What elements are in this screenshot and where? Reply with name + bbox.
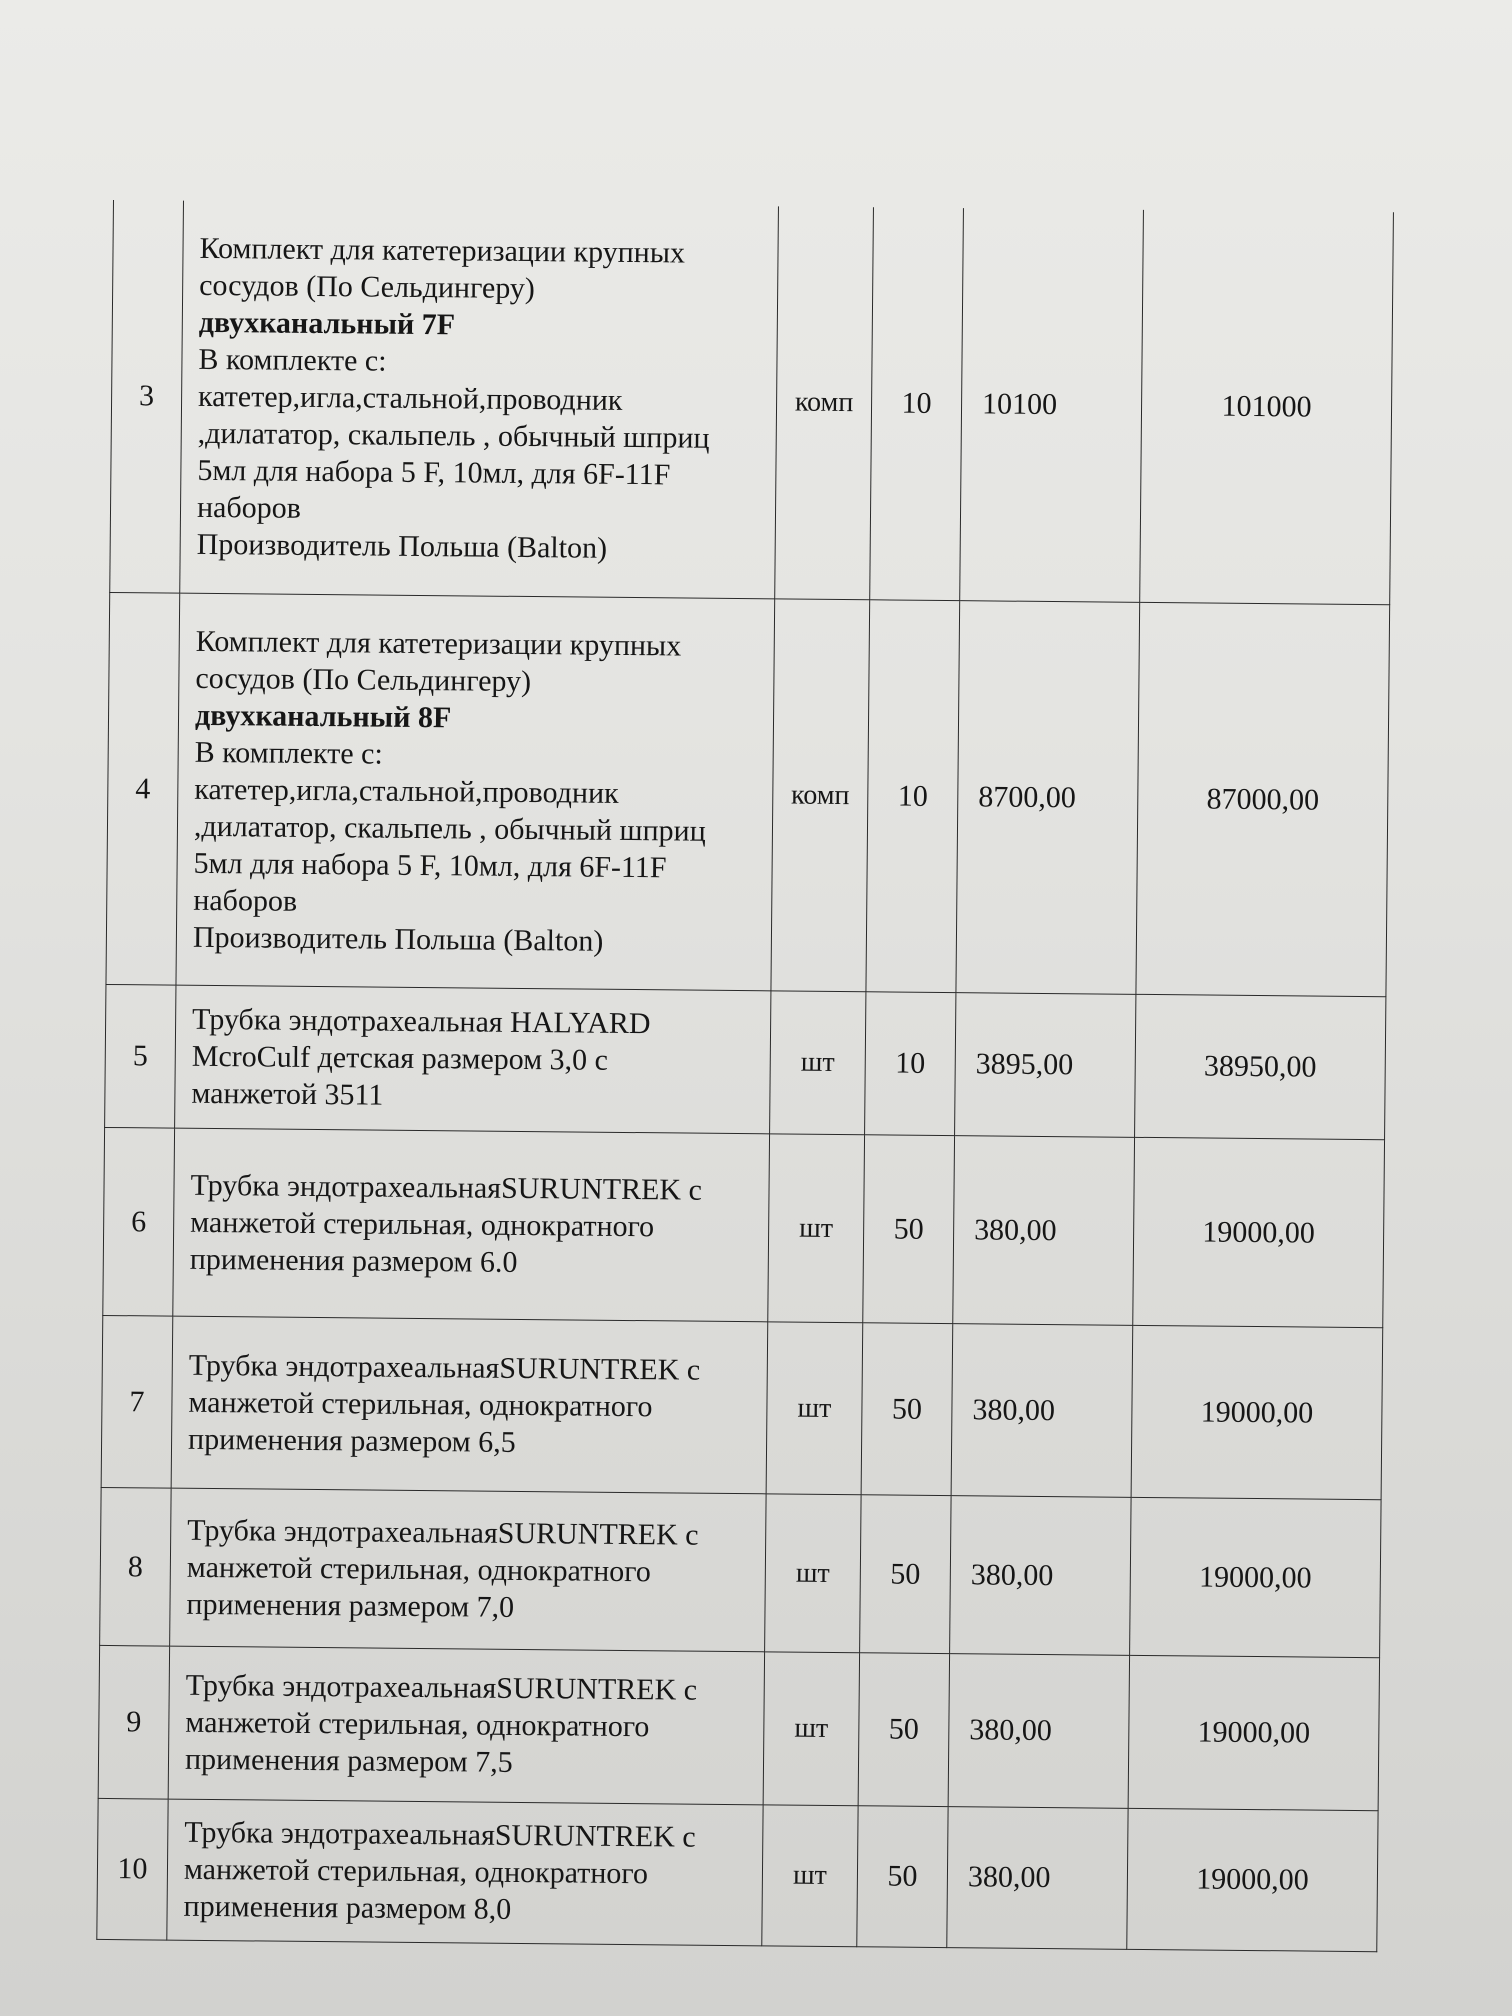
item-description — [175, 985, 771, 1134]
item-description — [176, 593, 775, 991]
item-unit: комп — [775, 206, 874, 599]
description-line: Трубка эндотрахеальнаяSURUNTREK с — [184, 1815, 696, 1854]
item-quantity: 50 — [863, 1134, 955, 1323]
item-unit: шт — [770, 990, 866, 1134]
row-number: 9 — [98, 1645, 169, 1799]
table-row — [103, 1127, 1385, 1327]
item-description — [170, 1488, 766, 1652]
item-sum: 19000,00 — [1127, 1808, 1378, 1951]
item-description — [173, 1128, 770, 1322]
description-line: Трубка эндотрахеальнаяSURUNTREK с — [187, 1513, 699, 1552]
table-row — [97, 1798, 1378, 1951]
description-line: двухканальный 7F — [198, 306, 456, 342]
description-line: манжетой стерильная, однократного — [186, 1550, 652, 1588]
description-line: манжетой 3511 — [191, 1076, 384, 1112]
item-quantity: 10 — [866, 599, 960, 992]
description-line: McroCulf детская размером 3,0 с — [191, 1039, 609, 1077]
description-line: Производитель Польша (Balton) — [196, 528, 608, 566]
description-line: наборов — [193, 883, 298, 918]
item-price: 10100 — [960, 208, 1144, 602]
items-table-body — [97, 200, 1394, 1951]
row-number: 5 — [105, 984, 176, 1128]
item-quantity: 50 — [857, 1805, 948, 1947]
description-line: Трубка эндотрахеальная HALYARD — [191, 1002, 651, 1041]
item-sum: 87000,00 — [1136, 602, 1390, 996]
description-line: Трубка эндотрахеальнаяSURUNTREK с — [188, 1348, 701, 1387]
item-quantity: 10 — [870, 207, 964, 600]
item-sum: 19000,00 — [1130, 1497, 1382, 1657]
items-table — [96, 200, 1394, 1952]
description-line: Комплект для катетеризации крупных — [195, 624, 682, 662]
item-quantity: 50 — [858, 1652, 949, 1806]
item-unit: шт — [765, 1493, 862, 1652]
item-quantity: 50 — [860, 1494, 952, 1653]
description-line: В комплекте с: — [194, 735, 383, 771]
item-price: 380,00 — [947, 1806, 1128, 1949]
description-line: применения размером 7,0 — [186, 1587, 515, 1624]
row-number: 6 — [103, 1127, 175, 1316]
description-line: сосудов (По Сельдингеру) — [199, 269, 536, 306]
description-line: Трубка эндотрахеальнаяSURUNTREK с — [185, 1668, 698, 1707]
description-line: манжетой стерильная, однократного — [183, 1852, 649, 1891]
item-description — [167, 1799, 763, 1946]
table-row — [100, 1487, 1381, 1657]
item-unit: шт — [766, 1321, 863, 1494]
item-sum: 38950,00 — [1135, 994, 1386, 1139]
item-quantity: 10 — [865, 991, 956, 1135]
item-quantity: 50 — [861, 1322, 953, 1495]
description-line: применения размером 7,5 — [184, 1742, 513, 1779]
table-row — [98, 1645, 1379, 1810]
item-unit: комп — [771, 598, 870, 991]
description-line: В комплекте с: — [198, 343, 387, 378]
description-line: применения размером 6.0 — [189, 1242, 518, 1279]
description-line: применения размером 8,0 — [183, 1889, 512, 1926]
item-unit: шт — [762, 1804, 858, 1946]
table-row — [110, 200, 1394, 604]
description-line: катетер,игла,стальной,проводник — [194, 772, 619, 810]
description-line: ,дилататор, скальпель , обычный шприц — [197, 417, 710, 455]
description-line: манжетой стерильная, однократного — [188, 1385, 653, 1423]
item-unit: шт — [763, 1651, 859, 1805]
description-line: манжетой стерильная, однократного — [185, 1705, 650, 1744]
description-line: применения размером 6,5 — [187, 1422, 516, 1459]
item-description — [168, 1646, 764, 1805]
table-row — [106, 592, 1390, 996]
description-line: двухканальный 8F — [194, 698, 452, 734]
table-row — [101, 1315, 1383, 1499]
description-line: ,дилататор, скальпель , обычный шприц — [193, 809, 706, 848]
item-price: 380,00 — [951, 1323, 1133, 1497]
item-price: 3895,00 — [955, 992, 1136, 1137]
description-line: наборов — [196, 491, 302, 526]
description-line: 5мл для набора 5 F, 10мл, для 6F-11F — [193, 846, 667, 884]
row-number: 4 — [106, 592, 180, 985]
item-price: 380,00 — [948, 1653, 1129, 1808]
table-row — [105, 984, 1386, 1139]
item-sum: 19000,00 — [1133, 1137, 1385, 1327]
description-line: манжетой стерильная, однократного — [190, 1205, 655, 1243]
item-sum: 101000 — [1140, 210, 1394, 604]
item-price: 380,00 — [953, 1135, 1135, 1325]
row-number: 3 — [110, 200, 184, 593]
description-line: сосудов (По Сельдингеру) — [195, 661, 532, 698]
row-number: 8 — [100, 1487, 172, 1646]
item-price: 380,00 — [950, 1495, 1132, 1655]
description-line: 5мл для набора 5 F, 10мл, для 6F-11F — [197, 454, 671, 492]
item-description — [171, 1316, 768, 1494]
row-number: 10 — [97, 1798, 168, 1940]
item-sum: 19000,00 — [1128, 1655, 1379, 1810]
row-number: 7 — [101, 1315, 173, 1488]
description-line: Производитель Польша (Balton) — [192, 920, 604, 958]
description-line: Комплект для катетеризации крупных — [199, 232, 686, 270]
item-description — [180, 201, 779, 599]
item-price: 8700,00 — [956, 600, 1140, 994]
description-line: Трубка эндотрахеальнаяSURUNTREK с — [190, 1168, 703, 1207]
item-sum: 19000,00 — [1131, 1325, 1383, 1499]
item-unit: шт — [768, 1133, 865, 1322]
description-line: катетер,игла,стальной,проводник — [197, 380, 623, 418]
